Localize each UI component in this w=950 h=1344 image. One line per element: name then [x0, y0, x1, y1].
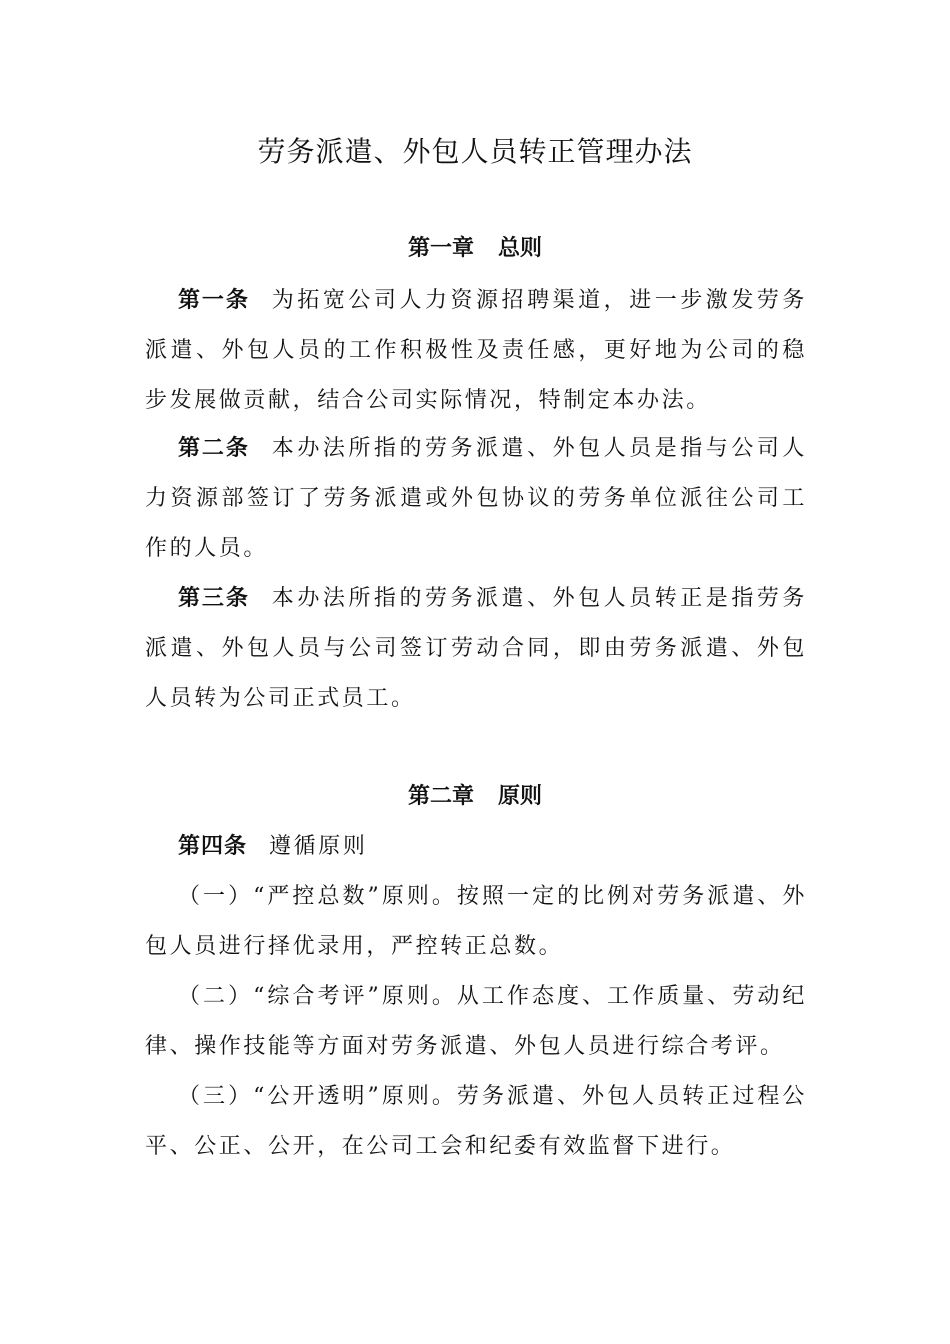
- chapter-number: 第一章: [407, 236, 474, 261]
- principle-item-3: （三）“公开透明”原则。劳务派遣、外包人员转正过程公平、公正、公开，在公司工会和纪委有效监督下进行。: [145, 1084, 807, 1159]
- article-text: 遵循原则: [269, 834, 368, 859]
- article-text: 本办法所指的劳务派遣、外包人员转正是指劳务派遣、外包人员与公司签订劳动合同，即由劳务派遣、外包人员转为公司正式员工。: [145, 586, 807, 711]
- document-title: 劳务派遣、外包人员转正管理办法: [257, 135, 693, 168]
- principle-item-2: （二）“综合考评”原则。从工作态度、工作质量、劳动纪律、操作技能等方面对劳务派遣、外包人员进行综合考评。: [145, 984, 807, 1059]
- article-label: 第二条: [178, 436, 250, 461]
- chapter-name: 原则: [498, 784, 543, 809]
- article-label: 第一条: [178, 288, 250, 313]
- principle-item-1: （一）“严控总数”原则。按照一定的比例对劳务派遣、外包人员进行择优录用，严控转正总数。: [145, 884, 807, 959]
- article-2: [145, 424, 807, 574]
- chapter-number: 第二章: [407, 784, 474, 809]
- article-4: [145, 822, 807, 872]
- chapter-heading-1: [0, 234, 950, 264]
- chapter-heading-2: [0, 782, 950, 812]
- article-label: 第四条: [178, 834, 248, 859]
- chapter-name: 总则: [498, 236, 543, 261]
- article-label: 第三条: [178, 586, 250, 611]
- article-3: [145, 574, 807, 724]
- article-1: [145, 276, 807, 426]
- article-text: 为拓宽公司人力资源招聘渠道，进一步激发劳务派遣、外包人员的工作积极性及责任感，更好地为公司的稳步发展做贡献，结合公司实际情况，特制定本办法。: [145, 288, 807, 413]
- article-text: 本办法所指的劳务派遣、外包人员是指与公司人力资源部签订了劳务派遣或外包协议的劳务单位派往公司工作的人员。: [145, 436, 807, 561]
